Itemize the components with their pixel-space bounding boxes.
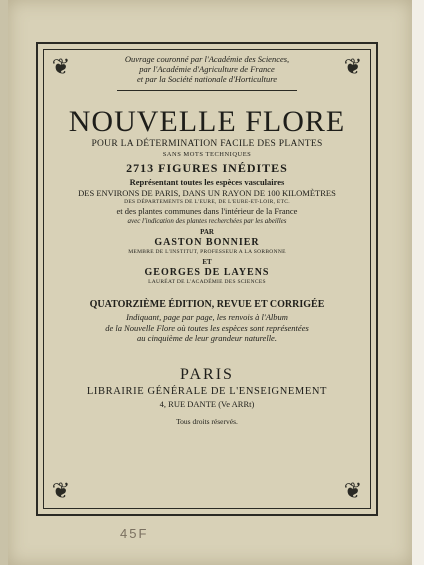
bees-indication: avec l'indication des plantes recherchées par les abeilles	[127, 217, 287, 225]
departments-statement: DES DÉPARTEMENTS DE L'EURE, DE L'EURE-ET-LOIR, ETC.	[124, 199, 290, 205]
corner-ornament-icon: ❦	[343, 478, 363, 503]
rights-notice: Tous droits réservés.	[176, 416, 238, 426]
edition-statement: QUATORZIÈME ÉDITION, REVUE ET CORRIGÉE	[89, 299, 325, 310]
album-description: Indiquant, page par page, les renvois à l'Album de la Nouvelle Flore où toutes les espèces sont représentées au cinquième de leur grandeur naturelle.	[105, 312, 309, 343]
corner-ornament-icon: ❦	[343, 54, 363, 79]
corner-ornament-icon: ❦	[51, 54, 71, 79]
book-title: NOUVELLE FLORE	[68, 105, 346, 138]
award-statement: Ouvrage couronné par l'Académie des Sciences, par l'Académie d'Agriculture de France et par la Société nationale d'Horticulture	[124, 54, 290, 84]
common-plants-statement: et des plantes communes dans l'intérieur de la France	[116, 206, 298, 216]
by-label: PAR	[200, 228, 214, 236]
corner-ornament-icon: ❦	[51, 478, 71, 503]
author-layens-title: LAURÉAT DE L'ACADÉMIE DES SCIENCES	[148, 279, 266, 285]
and-label: ET	[202, 258, 212, 266]
publication-city: PARIS	[180, 365, 234, 383]
divider	[117, 90, 297, 91]
cover-text	[46, 54, 368, 426]
page-edge	[412, 0, 424, 565]
author-bonnier-title: MEMBRE DE L'INSTITUT, PROFESSEUR A LA SORBONNE	[128, 249, 286, 255]
book-cover	[8, 0, 412, 565]
pencil-price-note: 45F	[120, 526, 149, 541]
no-technical-terms: SANS MOTS TECHNIQUES	[162, 151, 252, 158]
region-statement: DES ENVIRONS DE PARIS, DANS UN RAYON DE 100 KILOMÈTRES	[78, 188, 336, 198]
author-layens: GEORGES DE LAYENS	[144, 267, 270, 278]
figures-count: 2713 FIGURES INÉDITES	[126, 161, 288, 175]
publisher-name: LIBRAIRIE GÉNÉRALE DE L'ENSEIGNEMENT	[86, 385, 328, 397]
publisher-address: 4, RUE DANTE (Ve ARRt)	[159, 398, 255, 409]
species-statement: Représentant toutes les espèces vasculaires	[129, 177, 285, 187]
cover-frame	[36, 42, 378, 516]
author-bonnier: GASTON BONNIER	[154, 237, 260, 248]
book-subtitle: POUR LA DÉTERMINATION FACILE DES PLANTES	[91, 139, 323, 149]
